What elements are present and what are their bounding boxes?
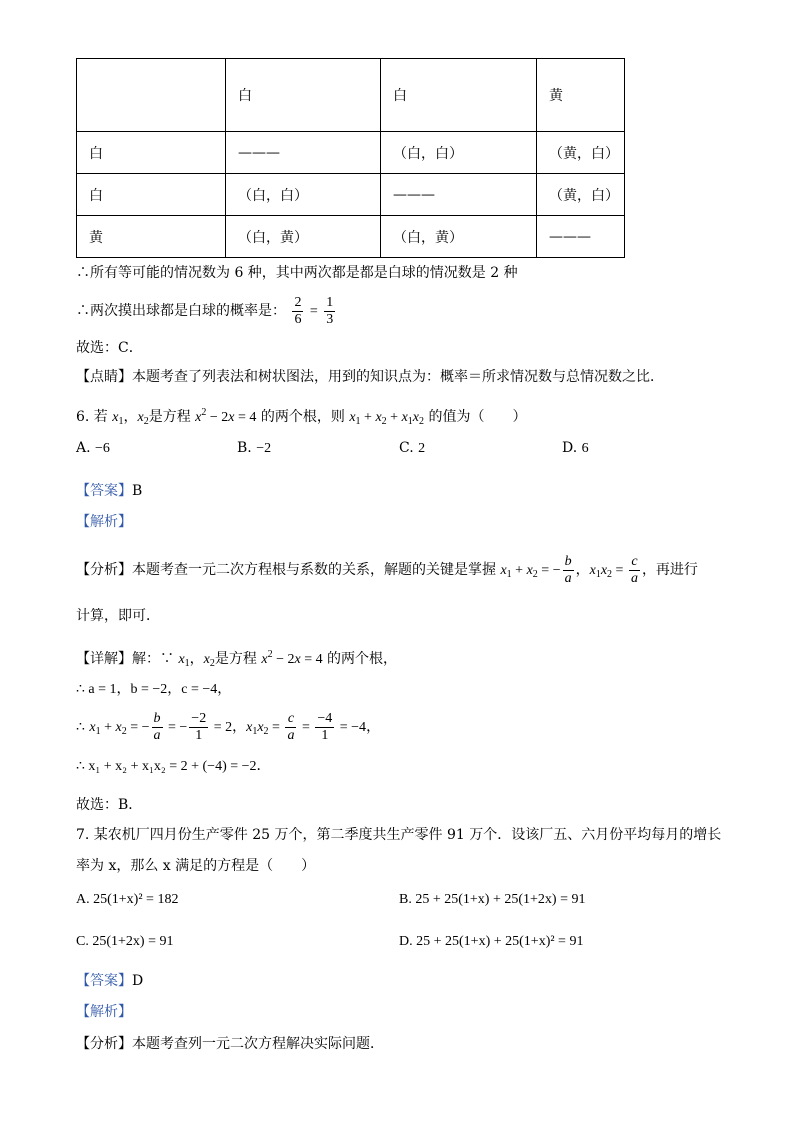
q6-stem: 6. 若 $x_1$，$x_2$是方程 $x^2 - 2x = 4$ 的两个根，则 $x_1 + x_2 + x_1x_2$ 的值为（ ） — [76, 407, 527, 427]
q6-fenxi-cont: 计算，即可． — [76, 608, 160, 624]
q5-probability-line: ∴两次摸出球都是白球的概率是： $\frac{2}{6}$ = $\frac{1}{3}$ — [76, 294, 334, 327]
q5-answer: 故选：C． — [76, 340, 143, 356]
q7-option-a: A. 25(1+x)² = 182 — [76, 892, 179, 907]
table-cell: （黄，白） — [537, 174, 625, 216]
table-row — [77, 216, 625, 258]
table-cell: 白 — [77, 174, 226, 216]
q5-comment: 【点睛】本题考查了列表法和树状图法，用到的知识点为：概率＝所求情况数与总情况数之比． — [76, 369, 664, 385]
q6-coefficients: ∴ a = 1，b = −2，c = −4， — [76, 682, 232, 697]
fenxi-tag: 【分析】 — [76, 1036, 132, 1052]
q7-stem-line1: 7. 某农机厂四月份生产零件 25 万个，第二季度共生产零件 91 万个．设该厂五、六月份平均每月的增长 — [76, 827, 722, 843]
q6-choose: 故选：B． — [76, 797, 143, 813]
table-cell: 黄 — [537, 59, 625, 132]
q6-option-d: D. 6 — [562, 440, 589, 456]
q6-analysis-tag: 【解析】 — [76, 514, 132, 530]
table-header-row — [77, 59, 625, 132]
q6-fenxi: 【分析】本题考查一元二次方程根与系数的关系，解题的关键是掌握 $x_1 + x_2$ = − $\frac{b}{a}$ ，$x_1x_2$ = $\frac{c}{a}$ ，再进行 — [76, 553, 698, 586]
q6-option-b: B. −2 — [237, 440, 272, 456]
table-cell: ——— — [226, 132, 381, 174]
q6-option-c: C. 2 — [399, 440, 426, 456]
q5-probability-prefix: ∴两次摸出球都是白球的概率是： — [76, 303, 286, 319]
answer-tag: 【答案】 — [76, 973, 132, 989]
q7-analysis-tag: 【解析】 — [76, 1004, 132, 1020]
table-cell: 白 — [226, 59, 381, 132]
q6-answer: 【答案】B — [76, 483, 143, 499]
table-row — [77, 132, 625, 174]
probability-table — [76, 58, 625, 258]
table-cell: （白，白） — [226, 174, 381, 216]
table-cell — [77, 59, 226, 132]
table-row — [77, 174, 625, 216]
detail-tag: 【详解】 — [76, 651, 132, 667]
table-cell: 白 — [381, 59, 537, 132]
table-cell: 黄 — [77, 216, 226, 258]
fraction: $\frac{1}{3}$ — [326, 294, 334, 327]
q6-total: ∴ x₁ + x₂ + x₁x₂ = 2 + (−4) = −2． — [76, 759, 271, 774]
q6-detail: 【详解】解：∵ $x_1$，$x_2$是方程 $x^2 - 2x = 4$ 的两个根， — [76, 649, 398, 669]
q6-option-a: A. −6 — [76, 440, 110, 456]
fraction: $\frac{2}{6}$ — [294, 294, 302, 327]
table-cell: （白，黄） — [226, 216, 381, 258]
table-cell: （黄，白） — [537, 132, 625, 174]
q5-cases-line: ∴所有等可能的情况数为 6 种，其中两次都是都是白球的情况数是 2 种 — [76, 265, 518, 281]
q7-option-d: D. 25 + 25(1+x) + 25(1+x)² = 91 — [399, 934, 584, 949]
q7-option-b: B. 25 + 25(1+x) + 25(1+2x) = 91 — [399, 892, 586, 907]
table-cell: （白，白） — [381, 132, 537, 174]
table-cell: ——— — [537, 216, 625, 258]
answer-tag: 【答案】 — [76, 483, 132, 499]
table-cell: ——— — [381, 174, 537, 216]
q7-answer: 【答案】D — [76, 973, 144, 989]
table-cell: （白，黄） — [381, 216, 537, 258]
q7-option-c: C. 25(1+2x) = 91 — [76, 934, 174, 949]
q7-stem-line2: 率为 x，那么 x 满足的方程是（ ） — [76, 858, 316, 874]
table-cell: 白 — [77, 132, 226, 174]
q7-fenxi: 【分析】本题考查列一元二次方程解决实际问题． — [76, 1036, 384, 1052]
fenxi-tag: 【分析】 — [76, 562, 132, 578]
comment-tag: 【点睛】 — [76, 369, 132, 385]
q6-vieta-line: ∴ $x_1 + x_2$ = − $\frac{b}{a}$ = − $\frac{-2}{1}$ = 2，$x_1x_2$ = $\frac{c}{a}$ = $\frac{-4}{1}$ = −4， — [76, 710, 381, 743]
